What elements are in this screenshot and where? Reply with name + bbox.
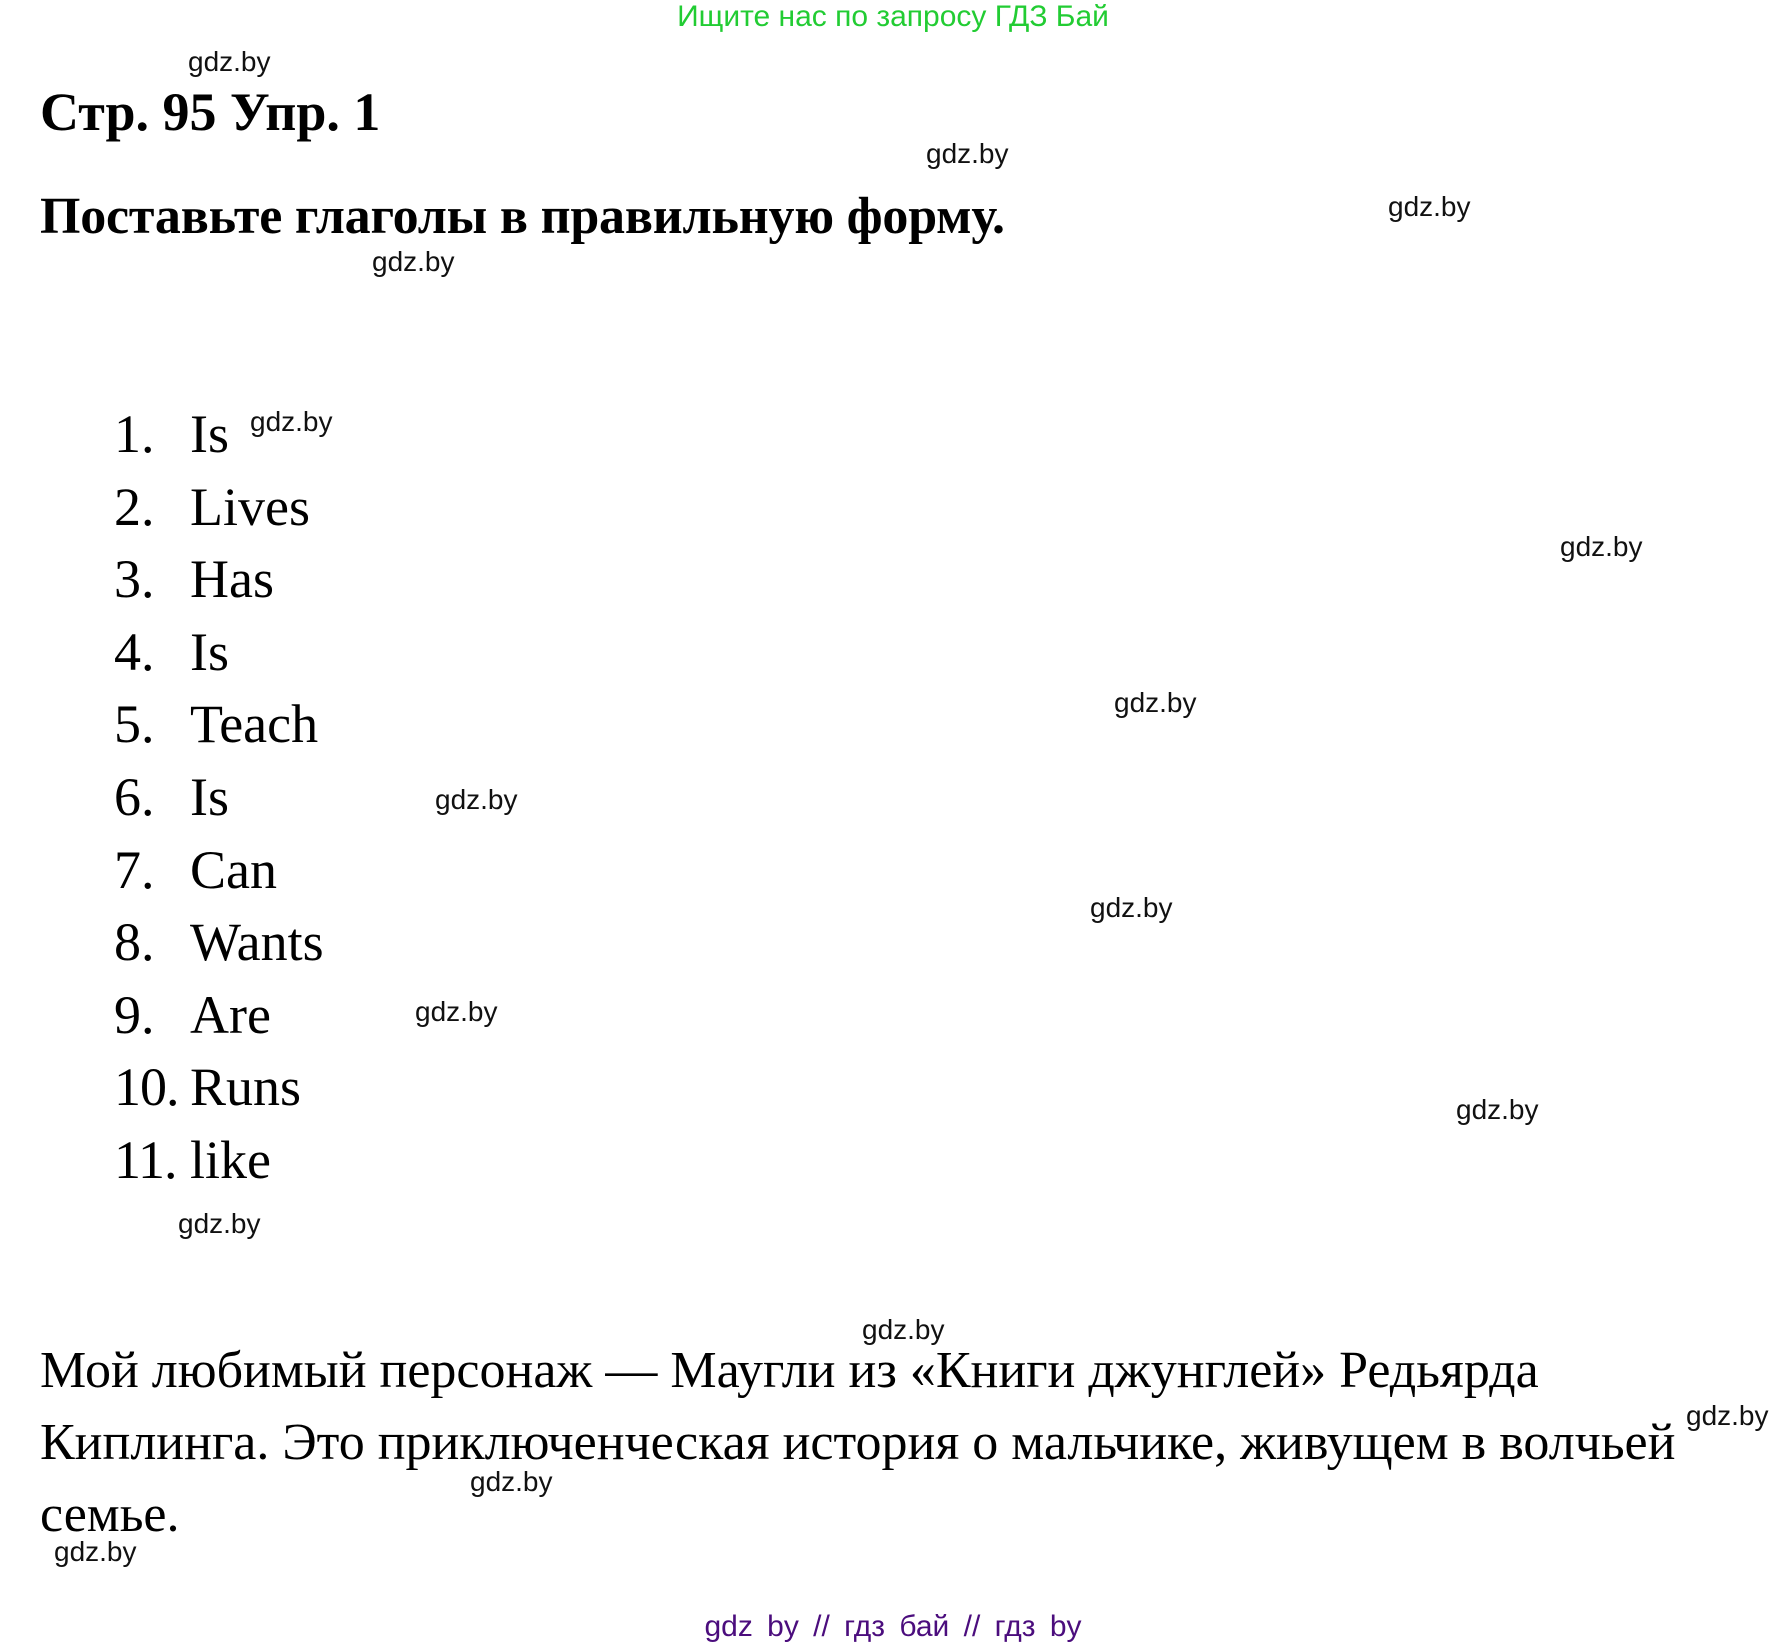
answer-item [114,834,324,907]
answer-number: 7. [114,839,155,900]
answer-text: Runs [190,1057,302,1118]
answer-item [114,906,324,979]
answer-item [114,761,324,834]
watermark: gdz.by [250,406,333,437]
answer-number: 1. [114,404,155,464]
answer-text: Has [190,549,274,610]
watermark: gdz.by [435,784,518,815]
answer-number: 8. [114,912,155,973]
watermark: gdz.by [1388,191,1471,222]
answer-number: 11. [114,1129,177,1190]
answer-text: Wants [190,912,324,973]
watermark: gdz.by [54,1536,137,1567]
answer-item [114,1051,324,1124]
watermark: gdz.by [470,1466,553,1497]
watermark: gdz.by [1686,1400,1769,1431]
answer-text: Teach [190,694,319,755]
answer-number: 10. [114,1057,179,1118]
watermark: gdz.by [926,138,1009,169]
answer-list [114,398,324,1197]
exercise-instruction: Поставьте глаголы в правильную форму. [40,188,1005,245]
answer-item [114,543,324,616]
watermark: gdz.by [862,1314,945,1345]
answer-item [114,616,324,689]
watermark: gdz.by [1114,687,1197,718]
watermark: gdz.by [372,246,455,277]
answer-number: 6. [114,766,155,827]
watermark: gdz.by [178,1208,261,1239]
watermark: gdz.by [1456,1094,1539,1125]
answer-item [114,688,324,761]
search-hint-banner: Ищите нас по запросу ГДЗ Бай [677,0,1109,33]
page-title: Стр. 95 Упр. 1 [40,82,381,142]
answer-number: 2. [114,476,155,537]
answer-text: like [190,1129,271,1190]
answer-number: 5. [114,694,155,755]
answer-item [114,1124,324,1197]
answer-text: Lives [190,476,310,537]
answer-text: Are [190,984,271,1045]
answer-text: Can [190,839,277,900]
answer-number: 3. [114,549,155,610]
watermark: gdz.by [1560,531,1643,562]
answer-text: Is [190,766,229,827]
answer-item [114,471,324,544]
watermark: gdz.by [188,46,271,77]
answer-number: 4. [114,621,155,682]
footer-site-links: gdz by // гдз бай // гдз by [704,1610,1082,1643]
favorite-character-paragraph: Мой любимый персонаж — Маугли из «Книги джунглей» Редьярда Киплинга. Это приключенческая история о мальчике, живущем в волчьей семье. [40,1342,1676,1543]
answer-item [114,979,324,1052]
watermark: gdz.by [1090,892,1173,923]
watermark: gdz.by [415,996,498,1027]
answer-text: Is [190,621,229,682]
answer-text: Is [190,404,229,464]
answer-number: 9. [114,984,155,1045]
